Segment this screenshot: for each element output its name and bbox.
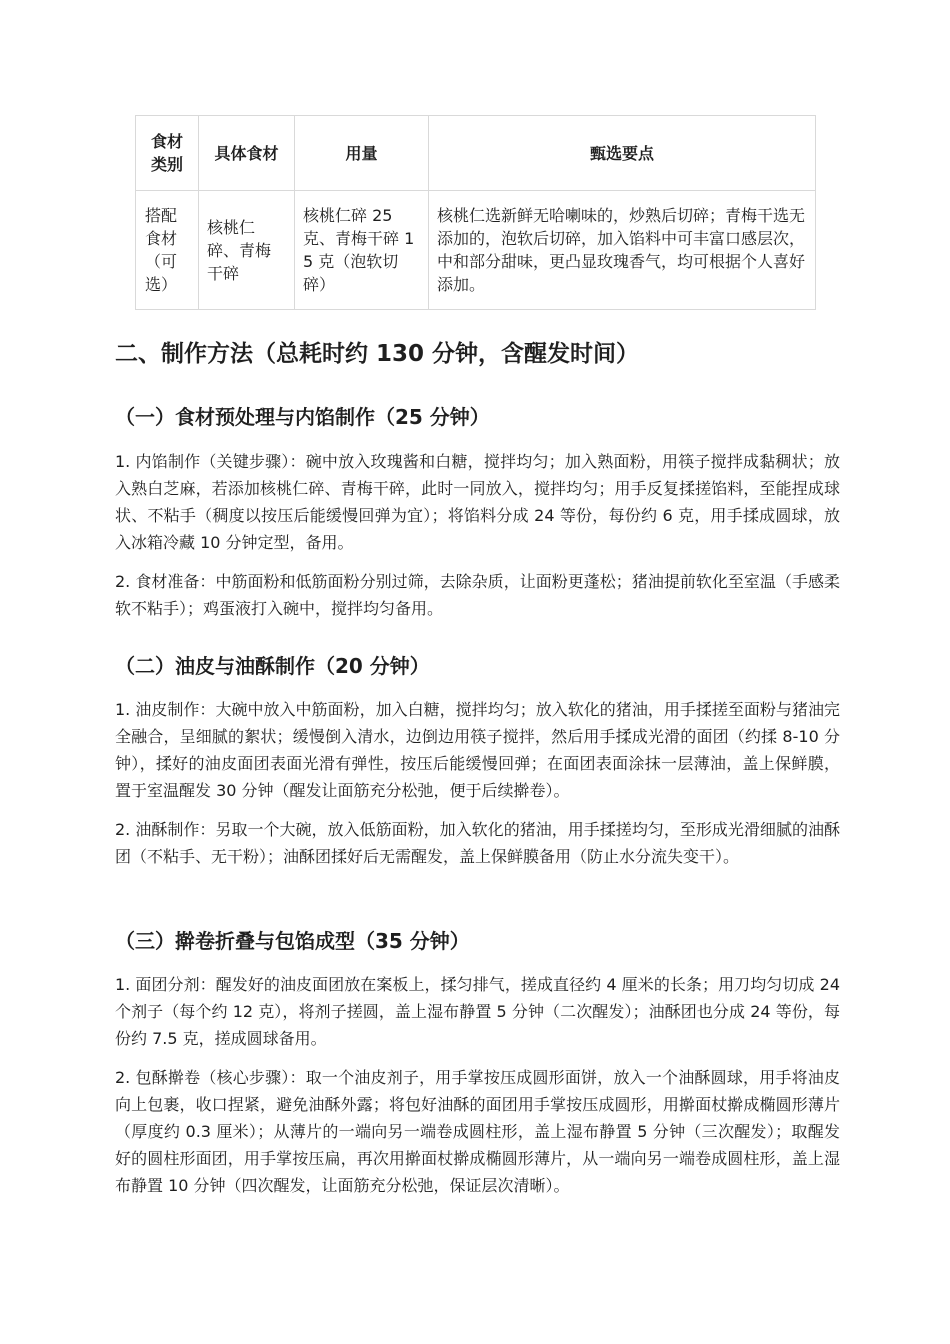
cell-ingredient: 核桃仁碎、青梅干碎 [199, 191, 295, 310]
table-header-row [136, 116, 816, 191]
table-row [136, 191, 816, 310]
header-amount: 用量 [295, 116, 429, 191]
section-title: 二、制作方法（总耗时约 130 分钟，含醒发时间） [115, 341, 640, 367]
paragraph-roll: 2. 包酥擀卷（核心步骤）：取一个油皮剂子，用手掌按压成圆形面饼，放入一个油酥圆球，用手将油皮向上包裹，收口捏紧，避免油酥外露；将包好油酥的面团用手掌按压成圆形，用擀面杖擀成椭圆形薄片（厚度约 0.3 厘米）；从薄片的一端向另一端卷成圆柱形，盖上湿布静置 5 分钟（三次醒发）；取醒发好的圆柱形面团，用手掌按压扁，再次用擀面杖擀成椭圆形薄片，从一端向另一端卷成圆柱形，盖上湿布静置 10 分钟（四次醒发，让面筋充分松弛，保证层次清晰）。 [115, 1068, 840, 1195]
cell-category: 搭配食材（可选） [136, 191, 199, 310]
cell-tips: 核桃仁选新鲜无哈喇味的，炒熟后切碎；青梅干选无添加的，泡软后切碎，加入馅料中可丰富口感层次，中和部分甜味，更凸显玫瑰香气，均可根据个人喜好添加。 [429, 191, 816, 310]
header-tips: 甄选要点 [429, 116, 816, 191]
header-ingredient: 具体食材 [199, 116, 295, 191]
paragraph-filling: 1. 内馅制作（关键步骤）：碗中放入玫瑰酱和白糖，搅拌均匀；加入熟面粉，用筷子搅拌成黏稠状；放入熟白芝麻，若添加核桃仁碎、青梅干碎，此时一同放入，搅拌均匀；用手反复揉搓馅料，至能捏成球状、不粘手（稠度以按压后能缓慢回弹为宜）；将馅料分成 24 等份，每份约 6 克，用手揉成圆球，放入冰箱冷藏 10 分钟定型，备用。 [115, 452, 840, 552]
paragraph-divide: 1. 面团分剂：醒发好的油皮面团放在案板上，揉匀排气，搓成直径约 4 厘米的长条；用刀均匀切成 24 个剂子（每个约 12 克），将剂子搓圆，盖上湿布静置 5 分钟（二次醒发）；油酥团也分成 24 等份，每份约 7.5 克，搓成圆球备用。 [115, 975, 840, 1048]
subsection-title-1: （一）食材预处理与内馅制作（25 分钟） [115, 405, 490, 429]
subsection-title-3: （三）擀卷折叠与包馅成型（35 分钟） [115, 929, 470, 953]
paragraph-water-dough: 1. 油皮制作：大碗中放入中筋面粉，加入白糖，搅拌均匀；放入软化的猪油，用手揉搓至面粉与猪油完全融合，呈细腻的絮状；缓慢倒入清水，边倒边用筷子搅拌，然后用手揉成光滑的面团（约揉 8-10 分钟），揉好的油皮面团表面光滑有弹性，按压后能缓慢回弹；在面团表面涂抹一层薄油，盖上保鲜膜，置于室温醒发 30 分钟（醒发让面筋充分松弛，便于后续擀卷）。 [115, 700, 840, 800]
paragraph-prep: 2. 食材准备：中筋面粉和低筋面粉分别过筛，去除杂质，让面粉更蓬松；猪油提前软化至室温（手感柔软不粘手）；鸡蛋液打入碗中，搅拌均匀备用。 [115, 572, 840, 618]
paragraph-oil-dough: 2. 油酥制作：另取一个大碗，放入低筋面粉，加入软化的猪油，用手揉搓均匀，至形成光滑细腻的油酥团（不粘手、无干粉）；油酥团揉好后无需醒发，盖上保鲜膜备用（防止水分流失变干）。 [115, 820, 840, 866]
ingredient-table [135, 115, 816, 310]
cell-amount: 核桃仁碎 25 克、青梅干碎 15 克（泡软切碎） [295, 191, 429, 310]
header-category: 食材类别 [136, 116, 199, 191]
subsection-title-2: （二）油皮与油酥制作（20 分钟） [115, 654, 430, 678]
